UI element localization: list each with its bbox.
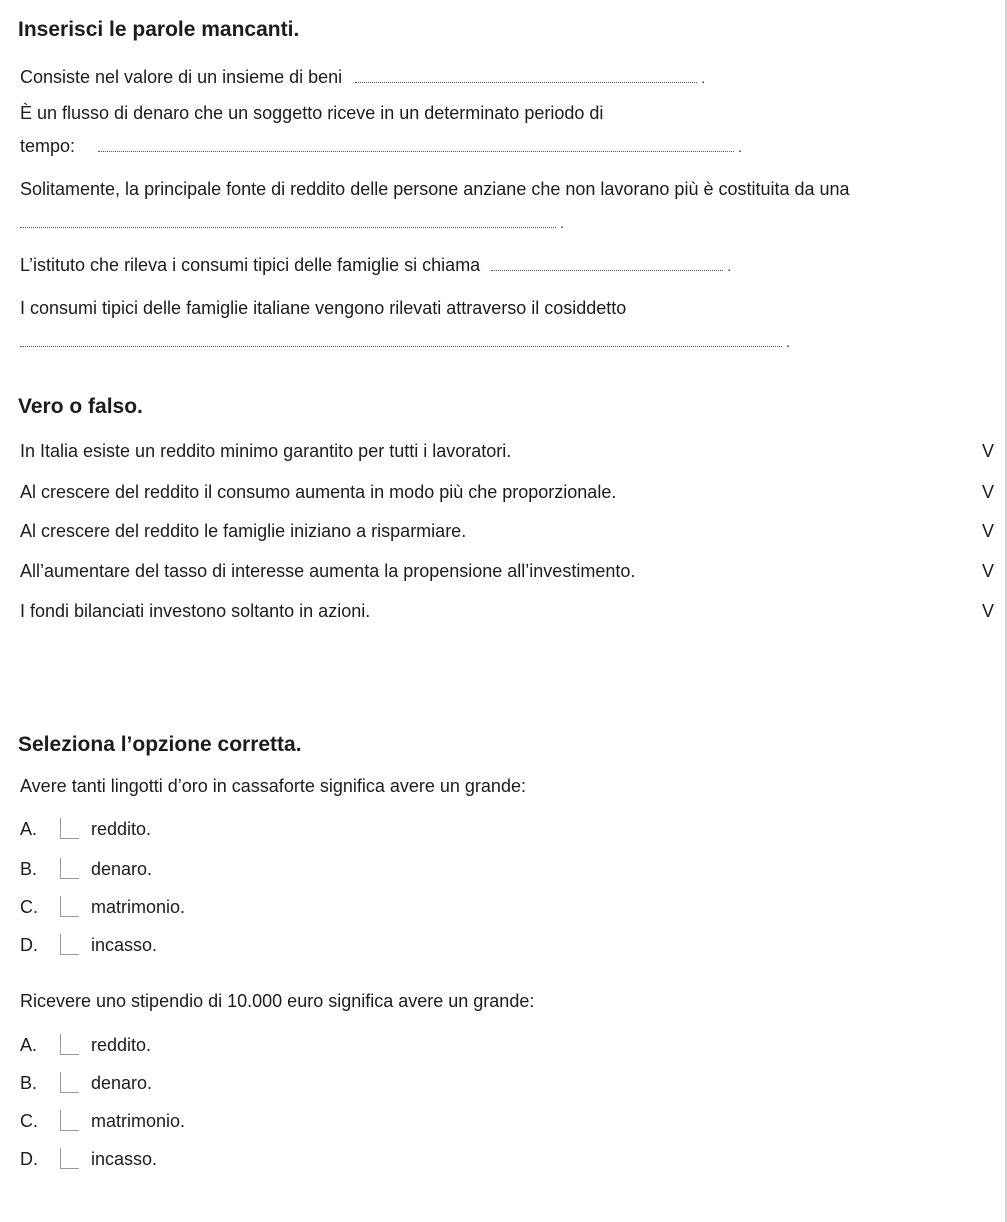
fill-in-item-4 (20, 254, 731, 277)
checkbox[interactable] (60, 1034, 79, 1055)
fill-in-blank-4[interactable] (491, 256, 723, 271)
question-1-option-b[interactable] (20, 858, 152, 882)
fill-in-item-5-text: I consumi tipici delle famiglie italiane vengono rilevati attraverso il cosiddetto (20, 298, 627, 318)
option-letter: B. (20, 1073, 38, 1093)
fill-in-item-2-text-cont: tempo: (20, 136, 76, 156)
true-false-item-1-mark[interactable]: V (981, 441, 994, 461)
true-false-heading: Vero o falso. (18, 395, 143, 418)
select-heading: Seleziona l’opzione corretta. (18, 733, 302, 756)
fill-in-item-2-text: È un flusso di denaro che un soggetto riceve in un determinato periodo di (20, 103, 604, 123)
question-2-text: Ricevere uno stipendio di 10.000 euro significa avere un grande: (20, 991, 535, 1011)
fill-in-item-3-line-2 (20, 211, 564, 234)
fill-in-item-2-end: . (738, 139, 742, 155)
option-letter: D. (20, 935, 38, 955)
fill-in-item-4-text: L’istituto che rileva i consumi tipici delle famiglie si chiama (20, 255, 481, 275)
true-false-item-1-text: In Italia esiste un reddito minimo garantito per tutti i lavoratori. (20, 441, 512, 461)
option-letter: D. (20, 1149, 38, 1169)
option-letter: A. (20, 819, 38, 839)
true-false-item-2-text: Al crescere del reddito il consumo aumenta in modo più che proporzionale. (20, 482, 617, 502)
checkbox[interactable] (60, 1110, 79, 1131)
option-letter: B. (20, 859, 38, 879)
option-label: matrimonio. (91, 897, 186, 917)
fill-in-item-1 (20, 66, 705, 89)
checkbox[interactable] (60, 1148, 79, 1169)
question-2-option-a[interactable] (20, 1034, 151, 1058)
true-false-item-4-mark[interactable]: V (981, 561, 994, 581)
question-2-option-b[interactable] (20, 1072, 152, 1096)
fill-in-blank-5[interactable] (20, 332, 782, 347)
fill-in-item-3-line-1 (20, 178, 850, 200)
question-1-option-a[interactable] (20, 818, 151, 842)
fill-in-blank-2[interactable] (98, 137, 734, 152)
fill-in-heading: Inserisci le parole mancanti. (18, 18, 300, 41)
checkbox[interactable] (60, 1072, 79, 1093)
fill-in-blank-3[interactable] (20, 213, 556, 228)
true-false-item-4 (20, 560, 995, 582)
fill-in-item-5-line-1 (20, 297, 626, 319)
question-1-text: Avere tanti lingotti d’oro in cassaforte significa avere un grande: (20, 776, 526, 796)
question-2-option-d[interactable] (20, 1148, 157, 1172)
fill-in-item-3-text: Solitamente, la principale fonte di reddito delle persone anziane che non lavorano più è costituita da una (20, 179, 850, 199)
checkbox[interactable] (60, 858, 79, 879)
true-false-item-1 (20, 440, 995, 462)
fill-in-item-4-end: . (727, 258, 732, 274)
fill-in-item-5-line-2 (20, 330, 790, 353)
checkbox[interactable] (60, 934, 79, 955)
option-letter: A. (20, 1035, 38, 1055)
fill-in-item-1-text: Consiste nel valore di un insieme di beni (20, 67, 343, 87)
option-label: reddito. (91, 1035, 152, 1055)
option-label: incasso. (91, 935, 158, 955)
fill-in-item-1-end: . (701, 70, 706, 86)
question-1-option-c[interactable] (20, 896, 185, 920)
fill-in-item-2-line-2 (20, 135, 742, 158)
true-false-item-2-mark[interactable]: V (981, 482, 994, 502)
option-letter: C. (20, 897, 38, 917)
option-label: denaro. (91, 859, 153, 879)
true-false-item-3-mark[interactable]: V (981, 521, 994, 541)
checkbox[interactable] (60, 818, 79, 839)
fill-in-item-3-end: . (560, 215, 564, 231)
option-label: denaro. (91, 1073, 153, 1093)
true-false-item-3-text: Al crescere del reddito le famiglie iniziano a risparmiare. (20, 521, 467, 541)
fill-in-item-2-line-1 (20, 102, 603, 124)
true-false-item-2 (20, 481, 995, 503)
fill-in-item-5-end: . (786, 334, 790, 350)
true-false-item-5-mark[interactable]: V (981, 601, 994, 621)
fill-in-blank-1[interactable] (355, 68, 697, 83)
true-false-item-5-text: I fondi bilanciati investono soltanto in azioni. (20, 601, 371, 621)
option-letter: C. (20, 1111, 38, 1131)
question-1-option-d[interactable] (20, 934, 157, 958)
option-label: reddito. (91, 819, 152, 839)
question-2-option-c[interactable] (20, 1110, 185, 1134)
true-false-item-5 (20, 600, 995, 622)
checkbox[interactable] (60, 896, 79, 917)
true-false-item-4-text: All’aumentare del tasso di interesse aumenta la propensione all’investimento. (20, 561, 636, 581)
option-label: matrimonio. (91, 1111, 186, 1131)
true-false-item-3 (20, 520, 995, 542)
option-label: incasso. (91, 1149, 158, 1169)
